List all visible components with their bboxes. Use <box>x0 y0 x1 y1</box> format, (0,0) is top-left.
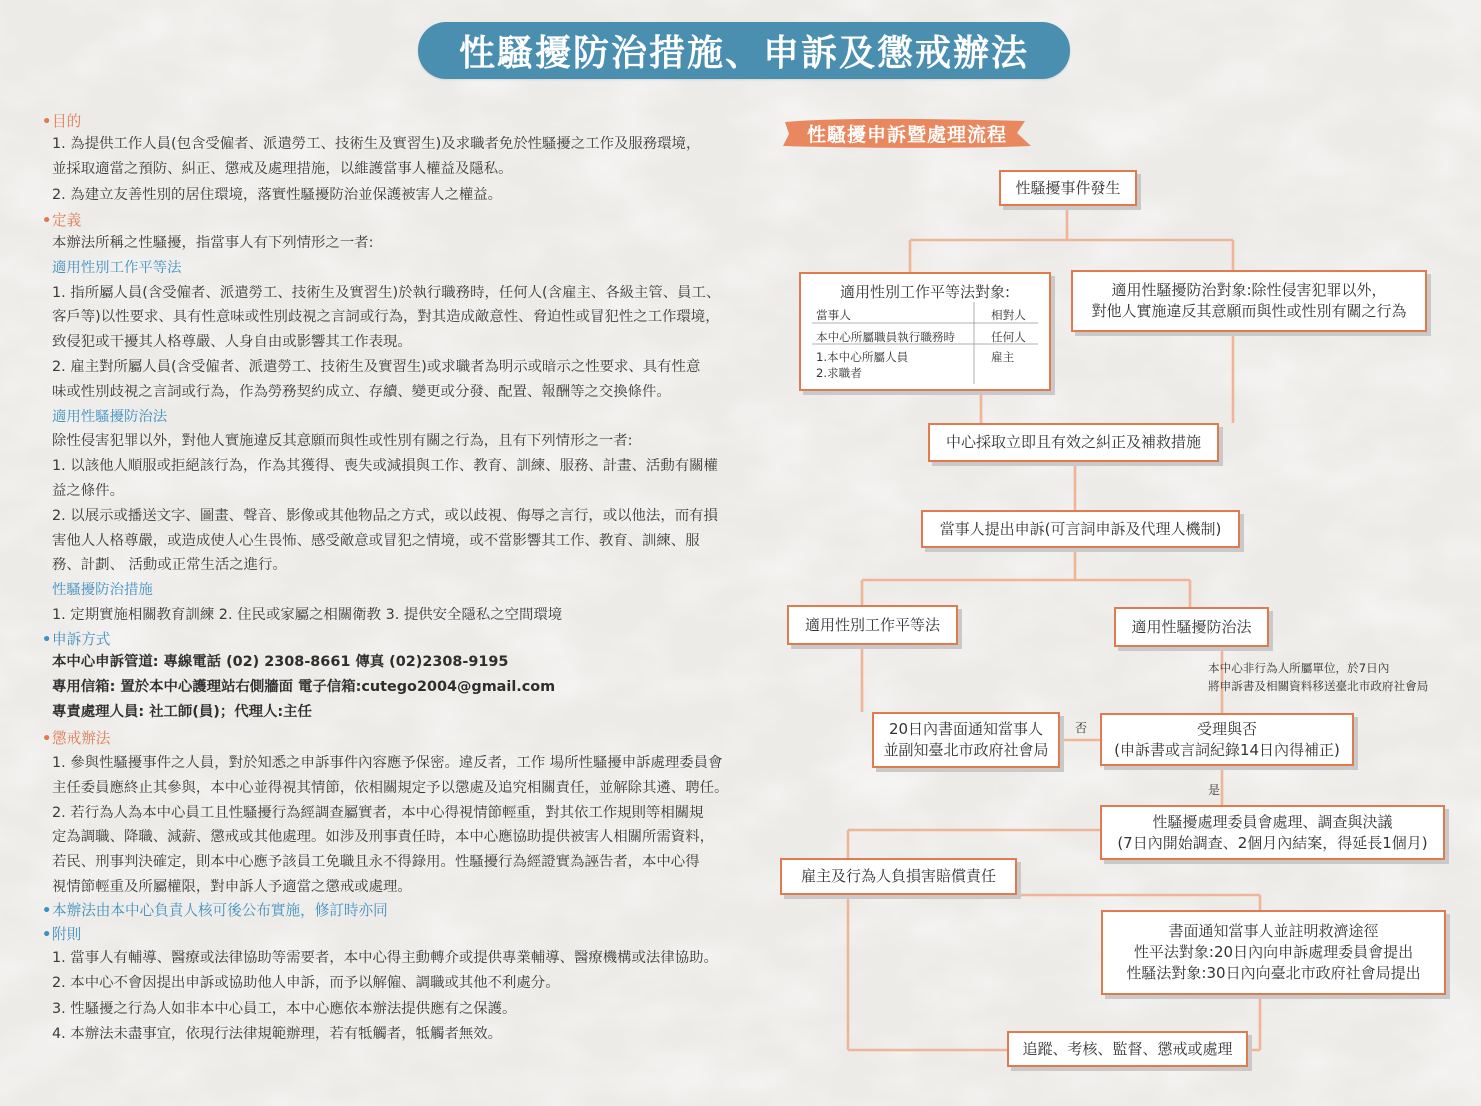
prevention-measures-line: 1. 定期實施相關教育訓練 2. 住民或家屬之相關衛教 3. 提供安全隱私之空間環境 <box>52 607 563 623</box>
flow-box-notify-20-days <box>872 712 1060 768</box>
gender-equality-line-1: 1. 指所屬人員(含受僱者、派遣勞工、技術生及實習生)於執行職務時，任何人(含雇主、各級主管、員工、 <box>52 285 721 301</box>
remedy-line-3: 性騷法對象:30日內向臺北市政府社會局提出 <box>1126 964 1421 982</box>
flow-box-remedy-notice <box>1101 910 1446 995</box>
flowchart-title: 性騷擾申訴暨處理流程 <box>806 123 1007 146</box>
flow-box-liability: 雇主及行為人負損害賠償責任 <box>780 858 1017 895</box>
committee-line-2: (7日內開始調查、2個月內結案，得延長1個月) <box>1117 833 1428 852</box>
scope-table-lines <box>808 302 1044 384</box>
effective-note: •本辦法由本中心負責人核可後公布實施，修訂時亦同 <box>42 902 388 919</box>
harassment-act-line-5: 害他人人格尊嚴，或造成使人心生畏怖、感受敵意或冒犯之情境，或不當影響其工作、教育、訓練、服 <box>52 533 700 549</box>
committee-line-1: 性騷擾處理委員會處理、調查與決議 <box>1152 812 1393 831</box>
flow-box-scope-harassment <box>1071 270 1427 332</box>
section-heading-definition: •定義 <box>42 212 82 229</box>
accept-line-2: (申訴書或言詞紀錄14日內得補正) <box>1114 740 1340 759</box>
yes-label: 是 <box>1208 783 1221 797</box>
scope-gender-heading: 適用性別工作平等法對象: <box>839 283 1011 301</box>
harassment-act-line-2: 1. 以該他人順服或拒絕該行為，作為其獲得、喪失或減損與工作、教育、訓練、服務、計畫、活動有關權 <box>52 458 718 474</box>
discipline-line-6: 視情節輕重及所屬權限，對申訴人予適當之懲戒或處理。 <box>52 879 412 895</box>
transfer-note-line-1: 本中心非行為人所屬單位，於7日內 <box>1208 661 1390 675</box>
section-heading-purpose: •目的 <box>42 113 82 130</box>
remedy-line-1: 書面通知當事人並註明救濟途徑 <box>1168 922 1379 940</box>
discipline-line-5: 若民、刑事判決確定，則本中心應予該員工免職且永不得錄用。性騷擾行為經證實為誣告者，本中心得 <box>52 854 700 870</box>
gender-equality-line-2: 客戶等)以性要求、具有性意味或性別歧視之言詞或行為，對其造成敵意性、脅迫性或冒犯性之工作環境， <box>52 309 720 325</box>
flow-box-branch-harassment-act: 適用性騷擾防治法 <box>1114 607 1269 647</box>
flowchart-title-banner <box>781 116 1033 150</box>
scope-harassment-line-1: 適用性騷擾防治對象:除性侵害犯罪以外， <box>1111 281 1387 299</box>
section-heading-discipline: •懲戒辦法 <box>42 730 111 747</box>
appendix-line-2: 2. 本中心不會因提出申訴或協助他人申訴，而予以解僱、調職或其他不利處分。 <box>52 975 560 991</box>
subheading-prevention-measures: 性騷擾防治措施 <box>52 582 153 598</box>
purpose-line-1: 1. 為提供工作人員(包含受僱者、派遣勞工、技術生及實習生)及求職者免於性騷擾之工作及服務環境， <box>52 136 701 152</box>
subheading-gender-equality-act: 適用性別工作平等法 <box>52 260 182 276</box>
notify-line-2: 並副知臺北市政府社會局 <box>883 741 1049 759</box>
scope-table-row2-party-b: 2.求職者 <box>816 366 862 380</box>
scope-table-row1-counterparty: 任何人 <box>991 330 1026 344</box>
harassment-act-line-4: 2. 以展示或播送文字、圖畫、聲音、影像或其他物品之方式，或以歧視、侮辱之言行，或以他法，而有損 <box>52 508 718 524</box>
complaint-line-2: 專用信箱: 置於本中心護理站右側牆面 電子信箱:cutego2004@gmail.com <box>52 679 556 695</box>
flow-box-event: 性騷擾事件發生 <box>999 170 1137 206</box>
appendix-line-1: 1. 當事人有輔導、醫療或法律協助等需要者，本中心得主動轉介或提供專業輔導、醫療機構或法律協助。 <box>52 950 718 966</box>
page-title: 性騷擾防治措施、申訴及懲戒辦法 <box>418 22 1070 79</box>
no-label: 否 <box>1075 721 1088 735</box>
harassment-act-line-1: 除性侵害犯罪以外，對他人實施違反其意願而與性或性別有關之行為，且有下列情形之一者: <box>52 433 633 449</box>
accept-line-1: 受理與否 <box>1196 719 1257 738</box>
remedy-line-2: 性平法對象:20日內向申訴處理委員會提出 <box>1133 943 1414 961</box>
flow-box-follow-up: 追蹤、考核、監督、懲戒或處理 <box>1007 1031 1248 1067</box>
purpose-line-2: 並採取適當之預防、糾正、懲戒及處理措施，以維護當事人權益及隱私。 <box>52 161 513 177</box>
discipline-line-1: 1. 參與性騷擾事件之人員，對於知悉之申訴事件內容應予保密。違反者，工作 場所性騷擾申訴處理委員會 <box>52 755 723 771</box>
flow-box-corrective-measures: 中心採取立即且有效之糾正及補救措施 <box>928 423 1219 462</box>
discipline-line-2: 主任委員應終止其參與，本中心並得視其情節，依相關規定予以懲處及追究相關責任，並解除其遴、聘任。 <box>52 780 729 796</box>
section-heading-appendix: •附則 <box>42 926 82 943</box>
flow-box-accept-decision <box>1100 713 1354 766</box>
harassment-act-line-6: 務、計劃、 活動或正常生活之進行。 <box>52 557 287 573</box>
scope-table-row2-counterparty: 雇主 <box>991 350 1015 364</box>
section-heading-complaint: •申訴方式 <box>42 631 111 648</box>
subheading-harassment-act: 適用性騷擾防治法 <box>52 409 168 425</box>
scope-table-row1-party: 本中心所屬職員執行職務時 <box>816 330 956 344</box>
definition-intro: 本辦法所稱之性騷擾，指當事人有下列情形之一者: <box>52 235 374 251</box>
complaint-line-3: 專責處理人員: 社工師(員)；代理人:主任 <box>52 704 312 720</box>
appendix-line-4: 4. 本辦法未盡事宜，依現行法律規範辦理，若有牴觸者，牴觸者無效。 <box>52 1026 503 1042</box>
flow-box-committee <box>1100 805 1445 860</box>
appendix-line-3: 3. 性騷擾之行為人如非本中心員工，本中心應依本辦法提供應有之保護。 <box>52 1001 517 1017</box>
harassment-act-line-3: 益之條件。 <box>52 483 124 499</box>
scope-table-row2-party-a: 1.本中心所屬人員 <box>816 350 909 364</box>
notify-line-1: 20日內書面通知當事人 <box>888 720 1044 738</box>
gender-equality-line-4: 2. 雇主對所屬人員(含受僱者、派遣勞工、技術生及實習生)或求職者為明示或暗示之性要求、具有性意 <box>52 359 701 375</box>
flow-box-branch-gender-act: 適用性別工作平等法 <box>787 605 958 645</box>
scope-table-header-counterparty: 相對人 <box>991 308 1026 322</box>
complaint-line-1: 本中心申訴管道: 專線電話 (02) 2308-8661 傳真 (02)2308-9195 <box>52 654 509 670</box>
gender-equality-line-3: 致侵犯或干擾其人格尊嚴、人身自由或影響其工作表現。 <box>52 334 412 350</box>
gender-equality-line-5: 味或性別歧視之言詞或行為，作為勞務契約成立、存續、變更或分發、配置、報酬等之交換條件。 <box>52 384 671 400</box>
discipline-line-3: 2. 若行為人為本中心員工且性騷擾行為經調查屬實者，本中心得視情節輕重，對其依工作規則等相關規 <box>52 805 704 821</box>
purpose-line-3: 2. 為建立友善性別的居住環境，落實性騷擾防治並保護被害人之權益。 <box>52 187 503 203</box>
discipline-line-4: 定為調職、降職、減薪、懲戒或其他處理。如涉及刑事責任時，本中心應協助提供被害人相關所需資料， <box>52 829 714 845</box>
scope-harassment-line-2: 對他人實施違反其意願而與性或性別有關之行為 <box>1091 302 1407 320</box>
flow-box-file-complaint: 當事人提出申訴(可言詞申訴及代理人機制) <box>921 510 1240 548</box>
transfer-note-line-2: 將申訴書及相關資料移送臺北市政府社會局 <box>1208 679 1429 693</box>
scope-table-header-party: 當事人 <box>816 308 851 322</box>
